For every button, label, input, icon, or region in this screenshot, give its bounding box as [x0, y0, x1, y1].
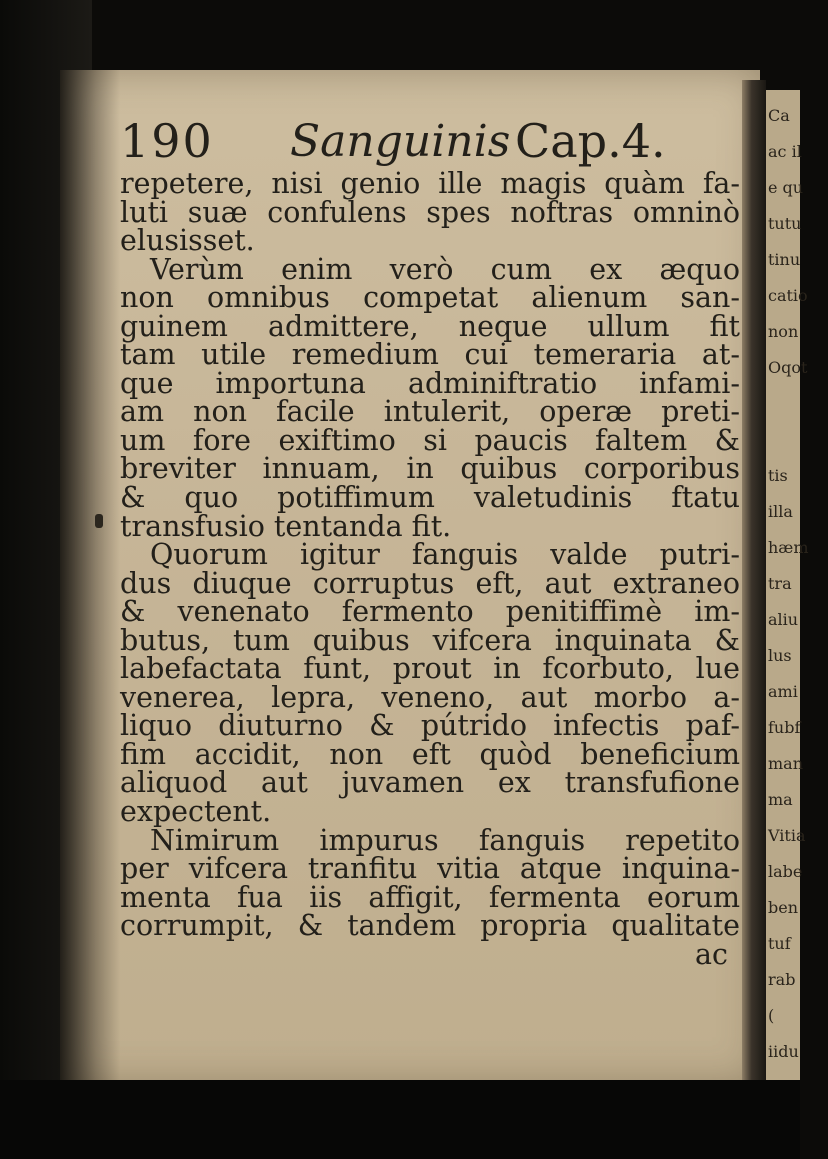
text-line: elusisset. [120, 224, 255, 258]
facing-page-fragment: Oqot [768, 358, 808, 377]
running-title: Sanguinis [290, 116, 511, 167]
facing-page-fragment: aliu [768, 610, 799, 629]
chapter-heading: Cap.4. [515, 114, 666, 168]
facing-page-edge [766, 90, 809, 1080]
text-line: Quorum igitur fanguis valde putri- [150, 538, 740, 572]
text-line: tam utile remedium cui temeraria at- [120, 338, 740, 372]
text-line: & quo potiffimum valetudinis ftatu [120, 481, 740, 515]
text-line: guinem admittere, neque ullum fit [120, 309, 740, 343]
text-line: Nimirum impurus fanguis repetito [150, 823, 740, 857]
facing-page-fragment: catio [768, 286, 808, 305]
text-line: Verùm enim verò cum ex æquo [150, 252, 740, 286]
book-binding [742, 80, 766, 1080]
facing-page-fragment: rab [768, 970, 796, 989]
gutter-shadow [60, 70, 120, 1085]
facing-page-fragment: tis [768, 466, 788, 485]
facing-page-fragment: ami [768, 682, 798, 701]
text-line: transfusio tentanda fit. [120, 509, 452, 543]
page-number: 190 [120, 114, 214, 168]
text-line: repetere, nisi genio ille magis quàm fa- [120, 167, 740, 200]
facing-page-fragment: Vitia [768, 826, 806, 845]
facing-page-fragment: tutu [768, 214, 802, 233]
facing-page-fragment: man [768, 754, 804, 773]
text-line: am non facile intulerit, operæ preti- [120, 395, 740, 429]
text-line: corrumpit, & tandem propria qualitate [120, 909, 740, 943]
facing-page-fragment: labe [768, 862, 803, 881]
facing-page-fragment: Ca [768, 106, 790, 125]
text-line: dus diuque corruptus eft, aut extraneo [120, 566, 740, 600]
text-line: fim accidit, non eft quòd beneficium [120, 737, 740, 771]
text-line: & venenato fermento penitiffimè im- [120, 595, 740, 629]
facing-page-fragment: non [768, 322, 799, 341]
text-line: non omnibus competat alienum san- [120, 281, 740, 315]
facing-page-fragment: ( [768, 1006, 775, 1025]
text-line: labefactata funt, prout in fcorbuto, lue [120, 652, 740, 686]
text-line: venerea, lepra, veneno, aut morbo a- [120, 680, 740, 714]
text-line: per vifcera tranfitu vitia atque inquina- [120, 852, 740, 886]
text-line: menta fua iis affigit, fermenta eorum [120, 880, 740, 914]
facing-page-fragment: tra [768, 574, 792, 593]
facing-page-text [768, 98, 828, 1070]
body-text [120, 167, 740, 971]
facing-page-fragment: e qu [768, 178, 804, 197]
bottom-dark-band [0, 1080, 800, 1159]
facing-page-fragment [768, 386, 828, 422]
text-line: expectent. [120, 795, 272, 829]
facing-page-fragment: hæm [768, 538, 809, 557]
text-line: butus, tum quibus vifcera inquinata & [120, 623, 740, 657]
facing-page-fragment: ma [768, 790, 793, 809]
facing-page-fragment: ben [768, 898, 799, 917]
margin-mark [95, 514, 103, 528]
facing-page-fragment: tinu [768, 250, 801, 269]
catchword: ac [695, 937, 728, 971]
text-line: liquo diuturno & pútrido infectis paf- [120, 709, 740, 743]
facing-page-fragment: lus [768, 646, 792, 665]
facing-page-fragment [768, 422, 828, 458]
text-line: aliquod aut juvamen ex transfufione [120, 766, 740, 800]
text-line: breviter innuam, in quibus corporibus [120, 452, 740, 486]
facing-page-fragment: ac il [768, 142, 802, 161]
facing-page-fragment: tuf [768, 934, 791, 953]
facing-page-fragment: illa [768, 502, 793, 521]
text-line: que importuna adminiftratio infami- [120, 366, 740, 400]
facing-page-fragment: fubf [768, 718, 801, 737]
text-line: luti suæ confulens spes noftras omninò [120, 195, 740, 229]
facing-page-fragment: iidu [768, 1042, 799, 1061]
page-header [120, 112, 740, 172]
text-line: um fore exiftimo si paucis faltem & [120, 423, 740, 457]
